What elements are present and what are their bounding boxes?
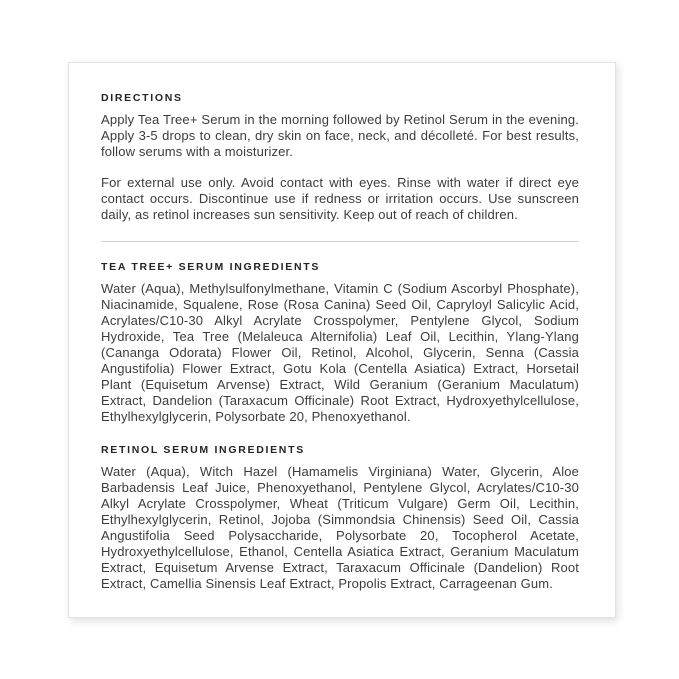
- retinol-ingredients-list: Water (Aqua), Witch Hazel (Hamamelis Virginiana) Water, Glycerin, Aloe Barbadensis Leaf Juice, Phenoxyethanol, Pentylene Glycol, Acrylates/C10-30 Alkyl Acrylate Crosspolymer, Wheat (Triticum Vulgare) Germ Oil, Lecithin, Ethylhexylglycerin, Retinol, Jojoba (Simmondsia Chinensis) Seed Oil, Cassia Angustifolia Seed Polysaccharide, Polysorbate 20, Tocopherol Acetate, Hydroxyethylcellulose, Ethanol, Centella Asiatica Extract, Geranium Maculatum Extract, Equisetum Arvense Extract, Taraxacum Officinale (Dandelion) Root Extract, Camellia Sinensis Leaf Extract, Propolis Extract, Carrageenan Gum.: [101, 464, 579, 591]
- directions-heading: DIRECTIONS: [101, 92, 183, 104]
- directions-section: [101, 92, 579, 223]
- directions-warning-paragraph: For external use only. Avoid contact with eyes. Rinse with water if direct eye contact occurs. Discontinue use if redness or irritation occurs. Use sunscreen daily, as retinol increases sun sensitivity. Keep out of reach of children.: [101, 175, 579, 222]
- label-card: [68, 62, 616, 618]
- tea-tree-ingredients-heading: TEA TREE+ SERUM INGREDIENTS: [101, 261, 321, 273]
- section-divider: [101, 241, 579, 242]
- tea-tree-ingredients-list: Water (Aqua), Methylsulfonylmethane, Vitamin C (Sodium Ascorbyl Phosphate), Niacinamide, Squalene, Rose (Rosa Canina) Seed Oil, Capryloyl Salicylic Acid, Acrylates/C10-30 Alkyl Acrylate Crosspolymer, Pentylene Glycol, Sodium Hydroxide, Tea Tree (Melaleuca Alternifolia) Leaf Oil, Lecithin, Ylang-Ylang (Cananga Odorata) Flower Oil, Retinol, Alcohol, Glycerin, Senna (Cassia Angustifolia) Flower Extract, Gotu Kola (Centella Asiatica) Extract, Horsetail Plant (Equisetum Arvense) Extract, Wild Geranium (Geranium Maculatum) Extract, Dandelion (Taraxacum Officinale) Root Extract, Hydroxyethylcellulose, Ethylhexylglycerin, Polysorbate 20, Phenoxyethanol.: [101, 281, 579, 424]
- tea-tree-ingredients-section: [101, 261, 579, 425]
- retinol-ingredients-heading: RETINOL SERUM INGREDIENTS: [101, 444, 305, 456]
- directions-usage-paragraph: Apply Tea Tree+ Serum in the morning followed by Retinol Serum in the evening. Apply 3-5 drops to clean, dry skin on face, neck, and décolleté. For best results, follow serums with a moisturizer.: [101, 112, 579, 159]
- retinol-ingredients-section: [101, 444, 579, 592]
